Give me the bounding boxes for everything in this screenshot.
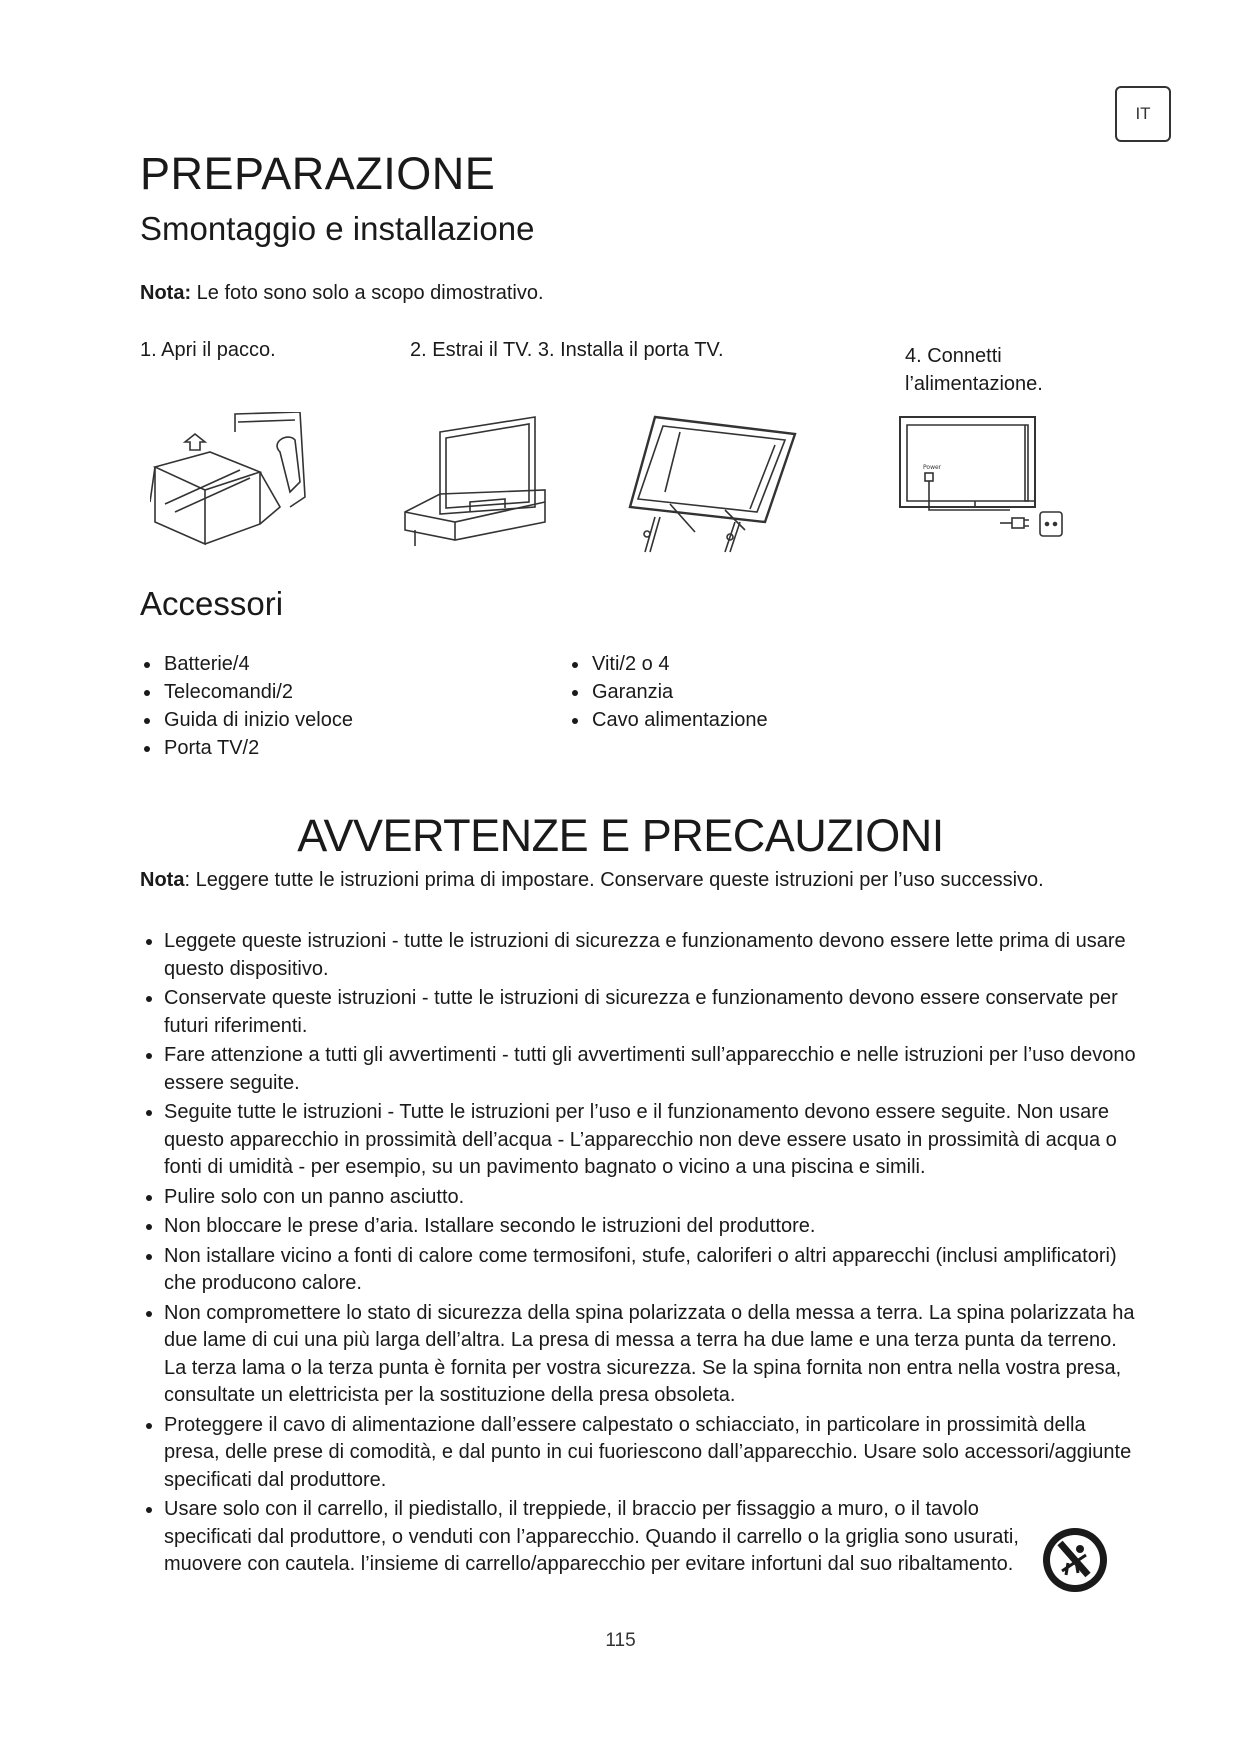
warnings-title: AVVERTENZE E PRECAUZIONI	[297, 810, 944, 861]
photo-note	[140, 282, 544, 305]
figure-open-box	[150, 412, 310, 552]
step-4-line1: 4. Connetti	[905, 345, 1002, 367]
list-item: • Porta TV/2	[162, 734, 353, 762]
language-badge: IT	[1115, 86, 1171, 142]
list-item: • Pulire solo con un panno asciutto.	[164, 1184, 1144, 1212]
step-4-line2: l’alimentazione.	[905, 373, 1043, 395]
list-item: • Viti/2 o 4	[590, 650, 768, 678]
list-item: • Fare attenzione a tutti gli avvertimenti - tutti gli avvertimenti sull’apparecchio e nelle istruzioni per l’uso devono essere seguite.	[164, 1042, 1144, 1097]
list-item: • Non bloccare le prese d’aria. Istallare secondo le istruzioni del produttore.	[164, 1213, 1144, 1241]
note-text: Le foto sono solo a scopo dimostrativo.	[191, 282, 544, 304]
cart-tipover-warning-icon	[1040, 1525, 1110, 1595]
note-label: Nota	[140, 869, 185, 891]
list-item: • Usare solo con il carrello, il piedistallo, il treppiede, il braccio per fissaggio a muro, o il tavolo specificati dal produttore, o venduti con l’apparecchio. Quando il carrello o la griglia sono usurati, muovere con cautela. l’insieme di carrello/apparecchio per evitare infortuni dal suo ribaltamento.	[164, 1496, 1144, 1579]
step-2-3: 2. Estrai il TV. 3. Installa il porta TV.	[410, 339, 724, 361]
note-label: Nota:	[140, 282, 192, 304]
accessories-list-left	[140, 650, 353, 762]
list-item: • Proteggere il cavo di alimentazione dall’essere calpestato o schiacciato, in particolare in prossimità della presa, delle prese di comodità, e dal punto in cui fuoriescono dall’apparecchio. Usare solo accessori/aggiunte specificati dal produttore.	[164, 1412, 1144, 1495]
power-port-label: Power	[923, 464, 942, 471]
step-1: 1. Apri il pacco.	[140, 339, 276, 361]
figure-install-stand	[625, 412, 800, 557]
list-item: • Garanzia	[590, 678, 768, 706]
list-item: • Telecomandi/2	[162, 678, 353, 706]
figure-remove-tv	[400, 412, 550, 552]
figure-connect-power	[895, 415, 1065, 545]
page-title: PREPARAZIONE	[140, 148, 496, 199]
warnings-list	[140, 928, 1144, 1581]
section-subtitle: Smontaggio e installazione	[140, 210, 535, 247]
list-item: • Seguite tutte le istruzioni - Tutte le istruzioni per l’uso e il funzionamento devono essere seguite. Non usare questo apparecchio in prossimità dell’acqua - L’apparecchio non deve essere usato in prossimità di acqua o fonti di umidità - per esempio, su un pavimento bagnato o vicino a una piscina e simili.	[164, 1099, 1144, 1182]
accessories-title: Accessori	[140, 585, 284, 622]
note-text: : Leggere tutte le istruzioni prima di impostare. Conservare queste istruzioni per l’uso successivo.	[184, 869, 1044, 891]
list-item: • Cavo alimentazione	[590, 706, 768, 734]
list-item: • Guida di inizio veloce	[162, 706, 353, 734]
page-number: 115	[605, 1630, 636, 1651]
warnings-note	[140, 868, 1100, 893]
accessories-list-right	[568, 650, 768, 734]
list-item: • Non istallare vicino a fonti di calore come termosifoni, stufe, caloriferi o altri apparecchi (inclusi amplificatori) che producono calore.	[164, 1243, 1144, 1298]
list-item: • Batterie/4	[162, 650, 353, 678]
list-item: • Non compromettere lo stato di sicurezza della spina polarizzata o della messa a terra. La spina polarizzata ha due lame di cui una più larga dell’altra. La presa di messa a terra ha due lame e una terza punta da terreno. La terza lama o la terza punta è fornita per vostra sicurezza. Se la spina fornita non entra nella vostra presa, consultate un elettricista per la sostituzione della presa obsoleta.	[164, 1300, 1144, 1410]
list-item: • Conservate queste istruzioni - tutte le istruzioni di sicurezza e funzionamento devono essere conservate per futuri riferimenti.	[164, 985, 1144, 1040]
list-item: • Leggete queste istruzioni - tutte le istruzioni di sicurezza e funzionamento devono essere lette prima di usare questo dispositivo.	[164, 928, 1144, 983]
